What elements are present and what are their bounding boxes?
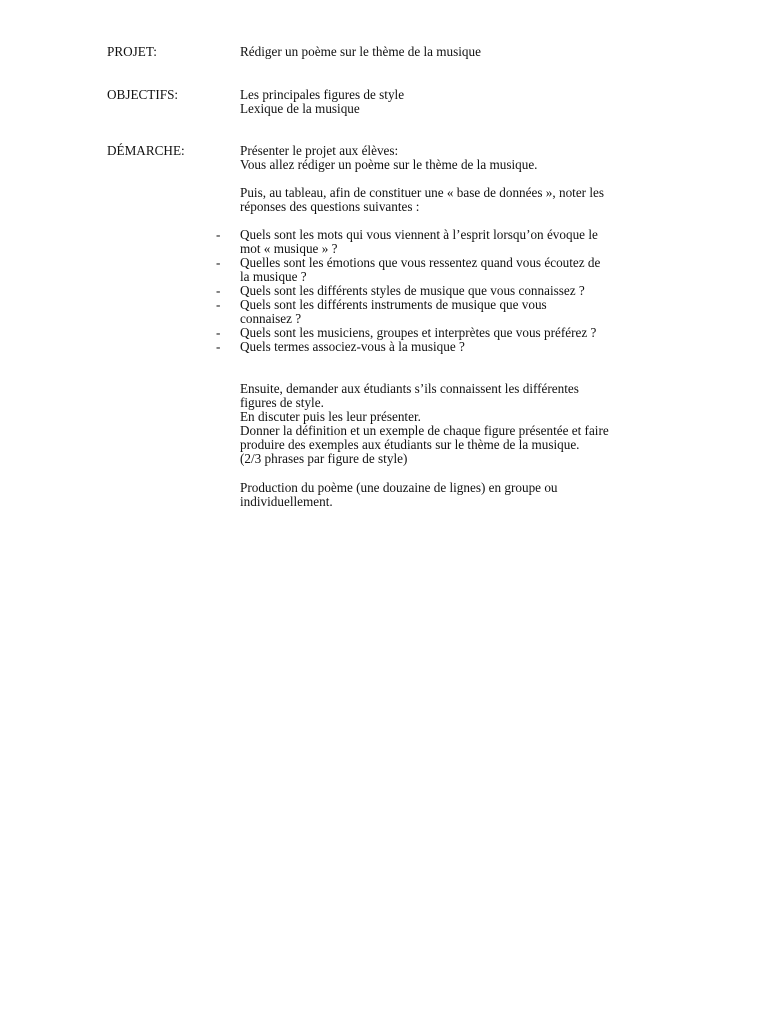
intro-line: Vous allez rédiger un poème sur le thème de la musique. [240,157,538,172]
board-line: Puis, au tableau, afin de constituer une « base de données », noter les [240,185,605,200]
objectif-line: Les principales figures de style [240,87,405,102]
figures-line: produire des exemples aux étudiants sur le thème de la musique. [240,437,580,452]
list-item [216,326,676,340]
question-text: Quels sont les différents styles de musique que vous connaissez ? [240,283,585,298]
figures-line: figures de style. [240,395,324,410]
bullet-dash: - [216,255,221,270]
projet-section [240,45,670,59]
bullet-dash: - [216,297,221,312]
objectifs-label: OBJECTIFS: [107,87,179,102]
demarche-intro [240,144,670,172]
demarche-board [240,186,670,214]
questions-list [216,228,676,354]
list-item [216,340,676,354]
question-text: Quelles sont les émotions que vous ressentez quand vous écoutez de la musique ? [240,255,601,284]
bullet-dash: - [216,227,221,242]
list-item [216,284,676,298]
projet-label: PROJET: [107,44,157,59]
objectif-line: Lexique de la musique [240,101,360,116]
demarche-figures [240,382,670,466]
figures-line: Ensuite, demander aux étudiants s’ils connaissent les différentes [240,381,579,396]
question-text: Quels termes associez-vous à la musique ? [240,339,465,354]
question-text: Quels sont les différents instruments de musique que vous connaisez ? [240,297,547,326]
figures-line: (2/3 phrases par figure de style) [240,451,408,466]
production-line: individuellement. [240,494,333,509]
demarche-label: DÉMARCHE: [107,143,185,158]
production-line: Production du poème (une douzaine de lignes) en groupe ou [240,480,558,495]
objectifs-section [240,88,670,116]
list-item [216,228,676,256]
question-text: Quels sont les mots qui vous viennent à l’esprit lorsqu’on évoque le mot « musique » ? [240,227,598,256]
bullet-dash: - [216,283,221,298]
board-line: réponses des questions suivantes : [240,199,420,214]
bullet-dash: - [216,339,221,354]
figures-line: En discuter puis les leur présenter. [240,409,421,424]
demarche-production [240,481,670,509]
list-item [216,256,676,284]
projet-text: Rédiger un poème sur le thème de la musique [240,44,481,59]
question-text: Quels sont les musiciens, groupes et interprètes que vous préférez ? [240,325,597,340]
figures-line: Donner la définition et un exemple de chaque figure présentée et faire [240,423,609,438]
bullet-dash: - [216,325,221,340]
list-item [216,298,676,326]
intro-line: Présenter le projet aux élèves: [240,143,399,158]
